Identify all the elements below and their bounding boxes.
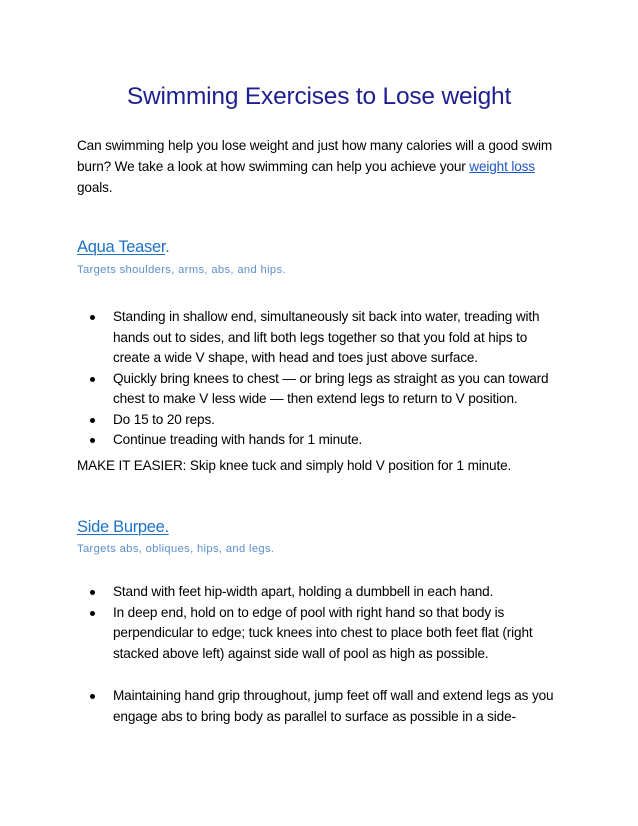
section-heading-suffix: .	[165, 238, 170, 256]
bullet-icon	[90, 377, 95, 382]
list-item-text: Do 15 to 20 reps.	[113, 411, 215, 427]
list-item-text: Maintaining hand grip throughout, jump feet off wall and extend legs as you engage abs to bring body as parallel to surface as possible in a side-	[113, 688, 554, 724]
document-title: Swimming Exercises to Lose weight	[126, 83, 512, 110]
list-item	[77, 686, 557, 727]
bullet-icon	[90, 315, 95, 320]
intro-paragraph	[77, 135, 567, 198]
list-item-text: Quickly bring knees to chest — or bring legs as straight as you can toward chest to make V less wide — then extend legs to return to V position.	[113, 370, 549, 406]
section-heading-side-burpee	[77, 516, 169, 538]
section-subtitle-side-burpee: Targets abs, obliques, hips, and legs.	[77, 543, 275, 555]
bullet-icon	[90, 438, 95, 443]
bullet-icon	[90, 694, 95, 699]
intro-suffix: goals.	[77, 180, 113, 195]
make-it-easier-note: MAKE IT EASIER: Skip knee tuck and simply hold V position for 1 minute.	[77, 458, 512, 473]
bullet-list-side-burpee	[77, 582, 557, 664]
list-item	[77, 603, 557, 665]
section-heading-label: Side Burpee.	[77, 518, 169, 536]
bullet-list-aqua-teaser	[77, 307, 557, 451]
list-item-text: Standing in shallow end, simultaneously sit back into water, treading with hands out to sides, and lift both legs together so that you fold at hips to create a wide V shape, with head and toes just above surface.	[113, 309, 540, 365]
bullet-list-side-burpee-continued	[77, 686, 557, 727]
list-item	[77, 369, 557, 410]
list-item-text: In deep end, hold on to edge of pool with right hand so that body is perpendicular to edge; tuck knees into chest to place both feet flat (right stacked above left) against side wall of pool as high as possible.	[113, 604, 533, 661]
intro-text: Can swimming help you lose weight and just how many calories will a good swim burn? We take a look at how swimming can help you achieve your	[77, 138, 553, 174]
list-item-text: Stand with feet hip-width apart, holding a dumbbell in each hand.	[113, 584, 494, 599]
list-item-text: Continue treading with hands for 1 minute.	[113, 432, 363, 447]
section-heading-aqua-teaser	[77, 236, 169, 258]
section-subtitle-aqua-teaser: Targets shoulders, arms, abs, and hips.	[77, 264, 286, 276]
section-heading-label: Aqua Teaser	[77, 238, 166, 256]
list-item	[77, 307, 557, 369]
bullet-icon	[90, 590, 95, 595]
bullet-icon	[90, 418, 95, 423]
list-item	[77, 410, 557, 431]
list-item	[77, 430, 557, 451]
weight-loss-link[interactable]: weight loss	[469, 159, 535, 174]
bullet-icon	[90, 611, 95, 616]
list-item	[77, 582, 557, 603]
